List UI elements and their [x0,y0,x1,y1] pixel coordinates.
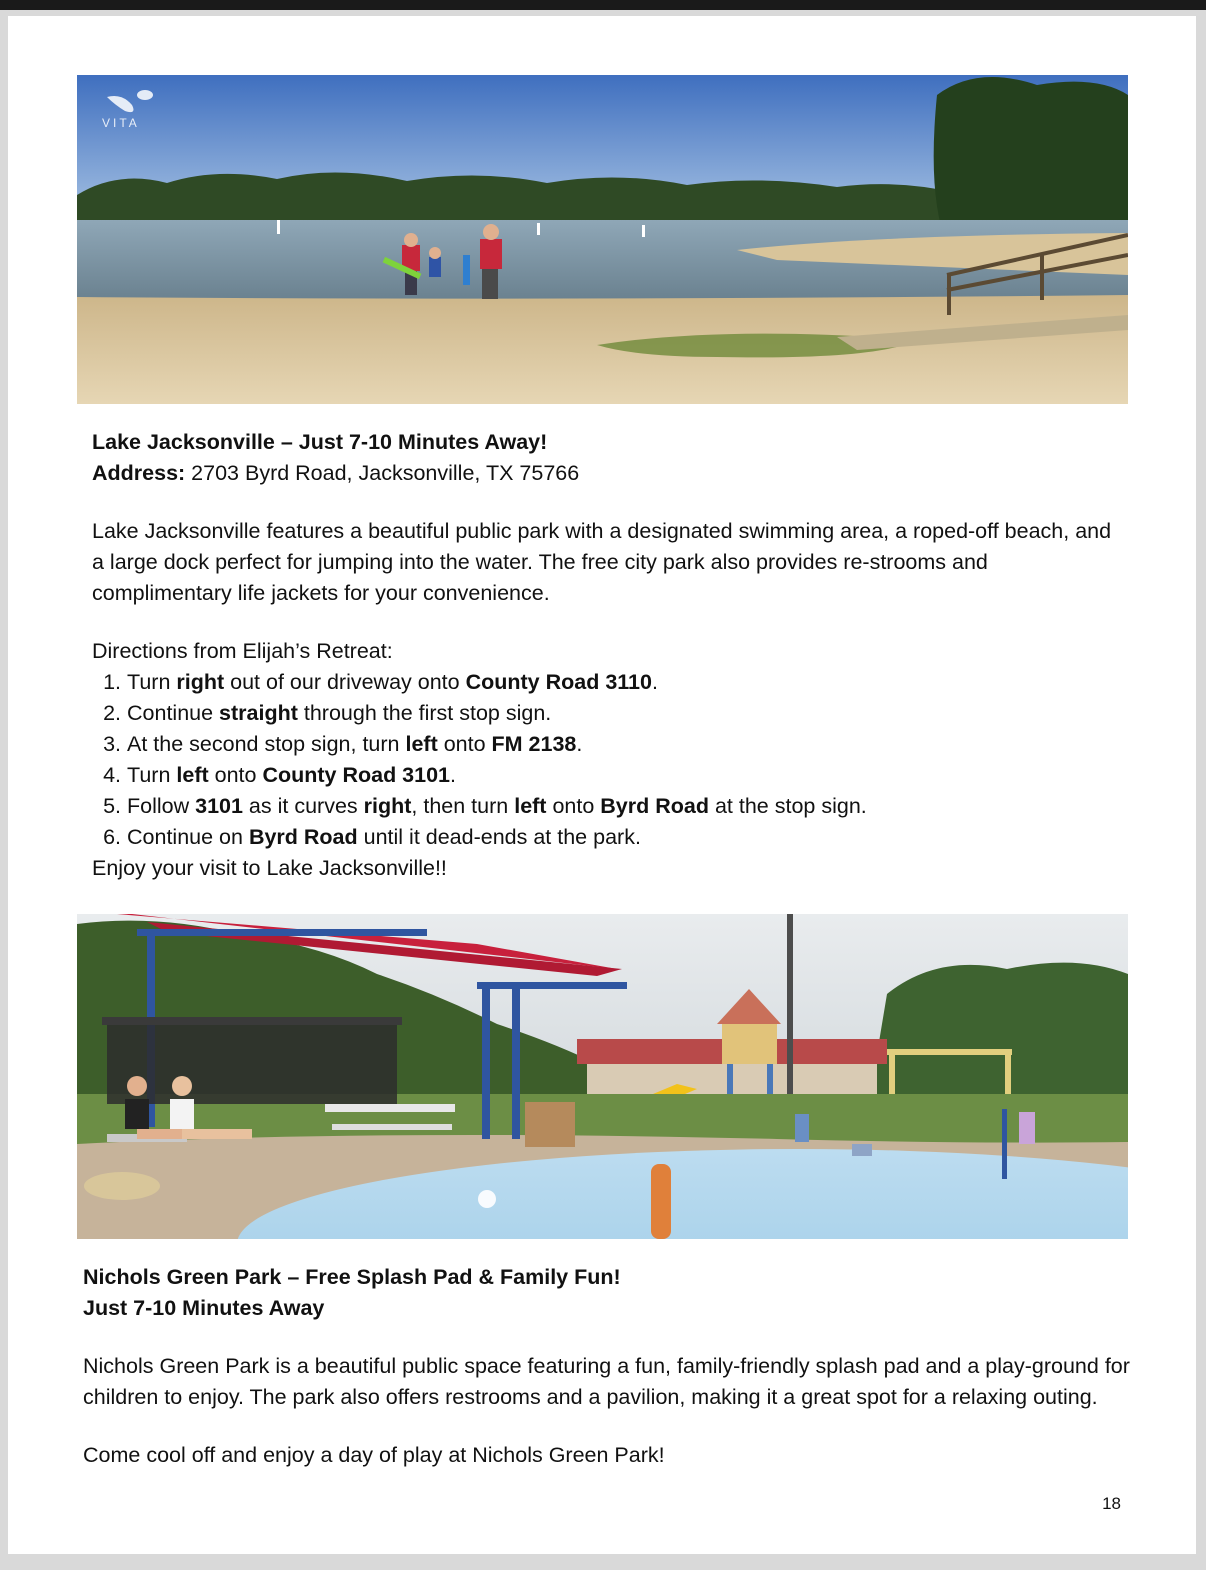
direction-step: 5. Follow 3101 as it curves right, then turn left onto Byrd Road at the stop sign. [127,791,1112,822]
direction-step: 6. Continue on Byrd Road until it dead-ends at the park. [127,822,1112,853]
lake-address [92,458,1112,489]
lake-jacksonville-section [92,427,1112,884]
direction-step: 3. At the second stop sign, turn left onto FM 2138. [127,729,1112,760]
lake-closing: Enjoy your visit to Lake Jacksonville!! [92,856,447,880]
photo-watermark: VITA [102,116,140,130]
lake-description: Lake Jacksonville features a beautiful public park with a designated swimming area, a roped-off beach, and a large dock perfect for jumping into the water. The free city park also provides re-strooms and complimentary life jackets for your convenience. [92,519,1112,605]
direction-step: 2. Continue straight through the first stop sign. [127,698,1112,729]
directions-heading: Directions from Elijah’s Retreat: [92,639,393,663]
nichols-description: Nichols Green Park is a beautiful public space featuring a fun, family-friendly splash pad and a play-ground for children to enjoy. The park also offers restrooms and a pavilion, making it a great spot for a relaxing outing. [83,1354,1130,1409]
address-value: 2703 Byrd Road, Jacksonville, TX 75766 [185,461,580,485]
top-border [0,0,1206,10]
nichols-closing: Come cool off and enjoy a day of play at Nichols Green Park! [83,1443,665,1467]
lake-jacksonville-photo [77,75,1128,404]
nichols-green-park-section [83,1262,1133,1471]
nichols-title [83,1262,1133,1293]
address-label: Address: [92,461,186,485]
lake-title-text: Lake Jacksonville – Just 7-10 Minutes Away! [92,430,548,454]
direction-step: 1. Turn right out of our driveway onto County Road 3110. [127,667,1112,698]
lake-title [92,427,1112,458]
direction-step: 4. Turn left onto County Road 3101. [127,760,1112,791]
nichols-subtitle-text: Just 7-10 Minutes Away [83,1296,325,1320]
page-number: 18 [1102,1494,1121,1513]
nichols-green-park-photo [77,914,1128,1239]
nichols-title-text: Nichols Green Park – Free Splash Pad & Family Fun! [83,1265,621,1289]
nichols-subtitle [83,1293,1133,1324]
document-page [8,16,1196,1554]
directions-list [92,667,1112,853]
